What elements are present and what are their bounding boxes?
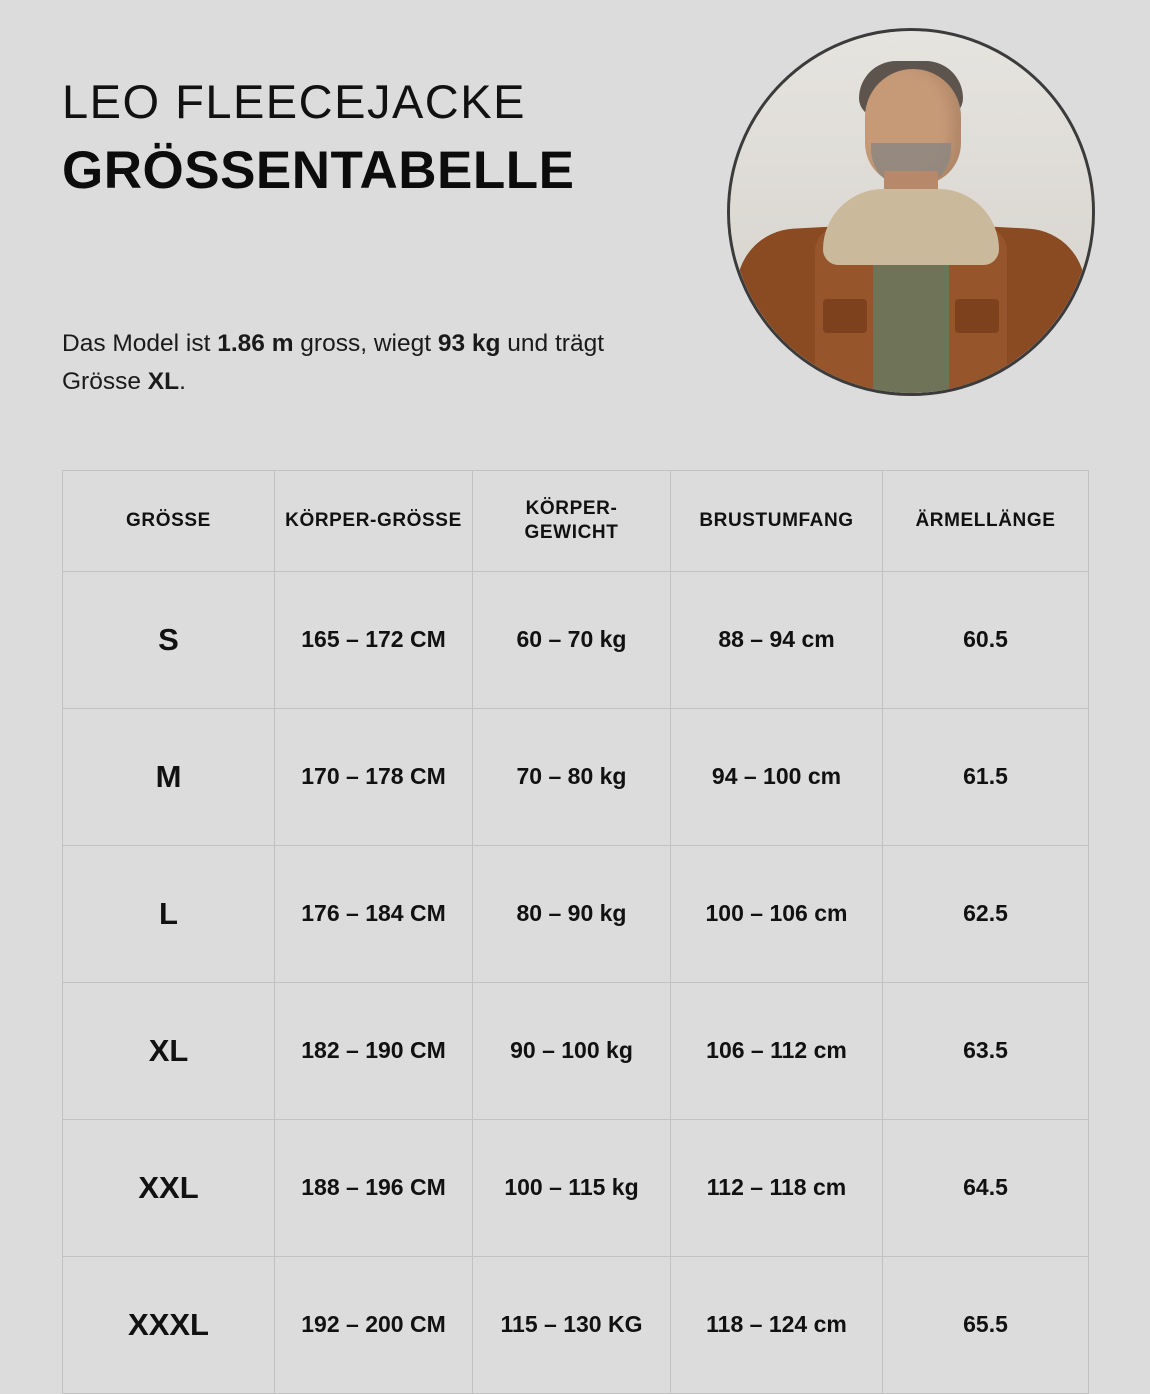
table-row xyxy=(63,982,1089,1119)
table-row xyxy=(63,845,1089,982)
cell-weight: 100 – 115 kg xyxy=(473,1119,671,1256)
cell-size: M xyxy=(63,708,275,845)
model-info-part-1: Das Model ist xyxy=(62,330,218,357)
table-row xyxy=(63,571,1089,708)
model-info-part-2: gross, wiegt xyxy=(293,330,438,357)
model-info-part-3: und trägt Grösse xyxy=(62,330,605,395)
page-title: GRÖSSENTABELLE xyxy=(62,141,575,201)
model-photo xyxy=(727,28,1095,396)
cell-size: S xyxy=(63,571,275,708)
cell-chest: 100 – 106 cm xyxy=(671,845,883,982)
model-height-value: 1.86 m xyxy=(217,330,294,357)
cell-chest: 94 – 100 cm xyxy=(671,708,883,845)
cell-height: 182 – 190 CM xyxy=(275,982,473,1119)
cell-chest: 88 – 94 cm xyxy=(671,571,883,708)
model-size-value: XL xyxy=(147,367,180,395)
cell-sleeve: 62.5 xyxy=(883,845,1089,982)
model-info-part-4: . xyxy=(179,367,186,395)
cell-sleeve: 61.5 xyxy=(883,708,1089,845)
cell-weight: 115 – 130 KG xyxy=(473,1256,671,1393)
jacket-pocket-right-shape xyxy=(955,299,999,333)
table-body xyxy=(63,571,1089,1393)
product-title: LEO FLEECEJACKE xyxy=(62,75,526,128)
cell-height: 170 – 178 CM xyxy=(275,708,473,845)
column-header-chest: BRUSTUMFANG xyxy=(671,471,883,572)
cell-chest: 106 – 112 cm xyxy=(671,982,883,1119)
model-weight-value: 93 kg xyxy=(437,330,501,357)
cell-weight: 90 – 100 kg xyxy=(473,982,671,1119)
cell-sleeve: 60.5 xyxy=(883,571,1089,708)
column-header-size: GRÖSSE xyxy=(63,471,275,572)
cell-size: L xyxy=(63,845,275,982)
cell-chest: 118 – 124 cm xyxy=(671,1256,883,1393)
cell-chest: 112 – 118 cm xyxy=(671,1119,883,1256)
table-row xyxy=(63,1256,1089,1393)
cell-height: 188 – 196 CM xyxy=(275,1119,473,1256)
model-info-text xyxy=(62,325,682,401)
model-photo-illustration xyxy=(730,31,1092,393)
column-header-body-height: KÖRPER-GRÖSSE xyxy=(275,471,473,572)
table-header-row xyxy=(63,471,1089,572)
cell-height: 176 – 184 CM xyxy=(275,845,473,982)
cell-size: XXL xyxy=(63,1119,275,1256)
cell-height: 165 – 172 CM xyxy=(275,571,473,708)
column-header-sleeve: ÄRMELLÄNGE xyxy=(883,471,1089,572)
cell-sleeve: 65.5 xyxy=(883,1256,1089,1393)
cell-size: XL xyxy=(63,982,275,1119)
table-row xyxy=(63,708,1089,845)
cell-sleeve: 64.5 xyxy=(883,1119,1089,1256)
table-head xyxy=(63,471,1089,572)
cell-weight: 80 – 90 kg xyxy=(473,845,671,982)
jacket-pocket-left-shape xyxy=(823,299,867,333)
cell-height: 192 – 200 CM xyxy=(275,1256,473,1393)
page-header xyxy=(62,75,742,202)
cell-weight: 70 – 80 kg xyxy=(473,708,671,845)
sherpa-collar-shape xyxy=(823,189,999,265)
cell-sleeve: 63.5 xyxy=(883,982,1089,1119)
column-header-body-weight: KÖRPER-GEWICHT xyxy=(473,471,671,572)
cell-weight: 60 – 70 kg xyxy=(473,571,671,708)
size-table-container xyxy=(62,470,1088,1394)
table-row xyxy=(63,1119,1089,1256)
size-table xyxy=(62,470,1089,1394)
cell-size: XXXL xyxy=(63,1256,275,1393)
